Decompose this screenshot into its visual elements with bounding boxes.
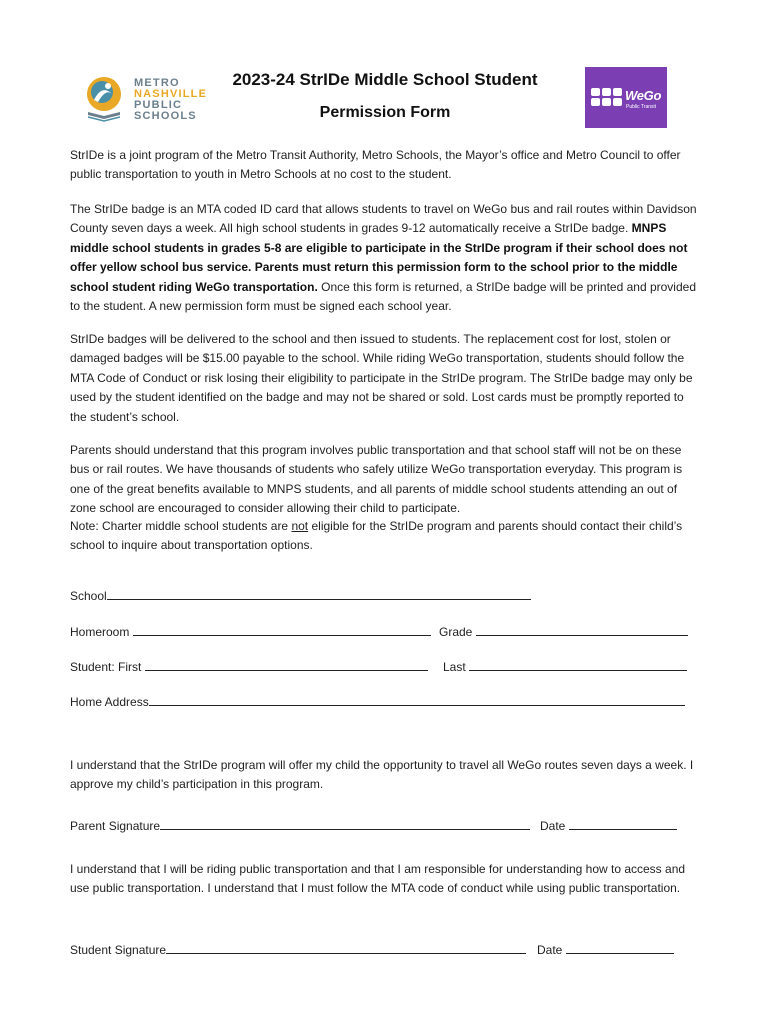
parents-paragraph: Parents should understand that this program involves public transportation and that school staff will not be on these bus or rail routes. We have thousands of students who safely utilize WeGo transportation everyday. This program is one of the great benefits available to MNPS students, and all parents of middle school students attending an out of zone school are encouraged to consider allowing their child to participate. <box>70 443 683 516</box>
form-subtitle: Permission Form <box>319 104 451 121</box>
student-first-name-field[interactable]: Student: First <box>70 656 428 676</box>
student-signature-field[interactable]: Student Signature <box>70 939 526 959</box>
student-last-name-field[interactable]: Last <box>443 656 687 676</box>
eligibility-bold-text: MNPS middle school students in grades 5-8 are eligible to participate in the StrIDe program if their school does not offer yellow school bus service. Parents must return this permission form to the school prior to the middle school student riding WeGo transportation. <box>70 221 688 294</box>
grade-field[interactable]: Grade <box>439 621 688 641</box>
intro-paragraph: StrIDe is a joint program of the Metro Transit Authority, Metro Schools, the Mayor’s office and Metro Council to offer public transportation to youth in Metro Schools at no cost to the student. <box>70 148 681 182</box>
parent-signature-field[interactable]: Parent Signature <box>70 815 530 835</box>
student-consent-text: I understand that I will be riding public transportation and that I am responsible for understanding how to access and use public transportation. I understand that I must follow the MTA code of conduct while using public transportation. <box>70 862 686 896</box>
home-address-field[interactable]: Home Address <box>70 691 685 711</box>
parent-consent-text: I understand that the StrIDe program will offer my child the opportunity to travel all WeGo routes seven days a week. I approve my child’s participation in this program. <box>70 758 694 792</box>
badge-paragraph: The StrIDe badge is an MTA coded ID card that allows students to travel on WeGo bus and rail routes within Davidson County seven days a week. All high school students in grades 9-12 automatically receive a StrIDe badge. MNPS middle school students in grades 5-8 are eligible to participate in the StrIDe program if their school does not offer yellow school bus service. Parents must return this permission form to the school prior to the middle school student riding WeGo transportation. Once this form is returned, a StrIDe badge will be printed and provided to the student. A new permission form must be signed each school year. <box>70 202 697 314</box>
school-field[interactable]: School <box>70 585 531 605</box>
wego-brand-text: WeGo <box>625 88 662 103</box>
wego-logo <box>585 67 667 128</box>
student-date-field[interactable]: Date <box>537 939 674 959</box>
delivery-paragraph: StrIDe badges will be delivered to the school and then issued to students. The replacement cost for lost, stolen or damaged badges will be $15.00 payable to the school. While riding WeGo transportation, students should follow the MTA Code of Conduct or risk losing their eligibility to participate in the StrIDe program. The StrIDe badge may only be used by the student identified on the badge and may not be shared or sold. Lost cards must be promptly reported to the student’s school. <box>70 332 693 424</box>
form-title: 2023-24 StrIDe Middle School Student <box>232 70 538 89</box>
wego-sub-text: Public Transit <box>626 104 657 110</box>
charter-note: Note: Charter middle school students are not eligible for the StrIDe program and parents should contact their child’s school to inquire about transportation options. <box>70 519 683 553</box>
parent-date-field[interactable]: Date <box>540 815 677 835</box>
mnps-logo-text: METRO NASHVILLE PUBLIC SCHOOLS <box>134 77 208 122</box>
homeroom-field[interactable]: Homeroom <box>70 621 431 641</box>
